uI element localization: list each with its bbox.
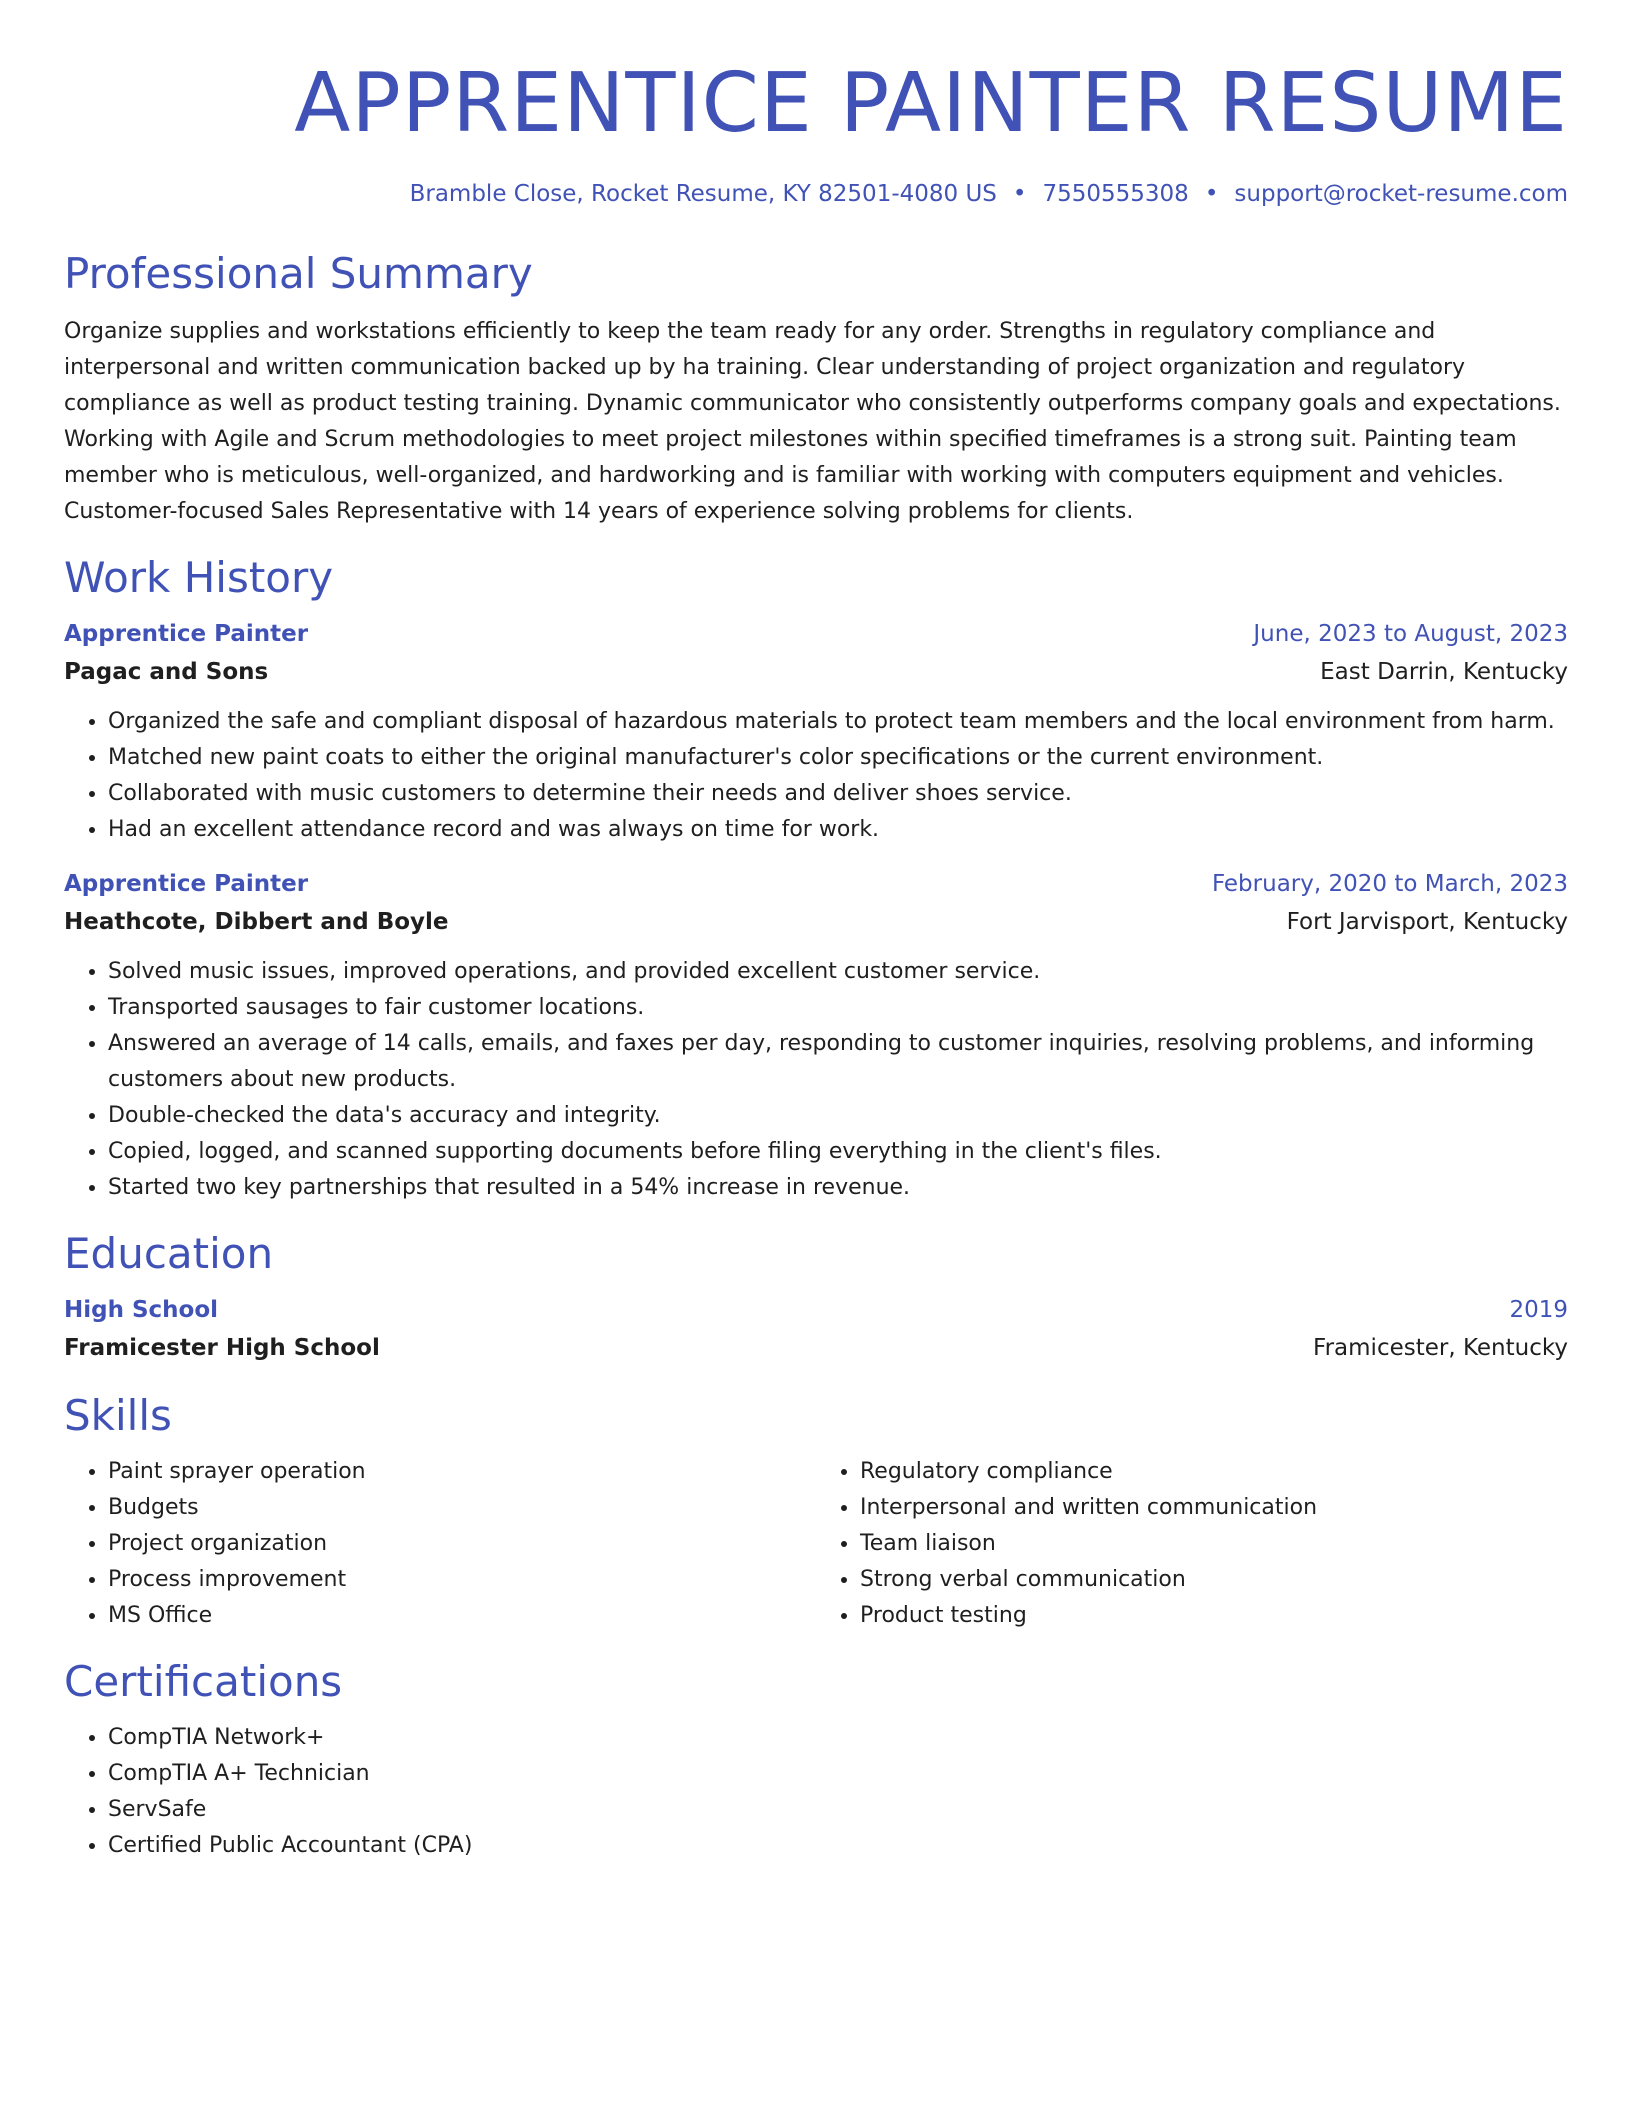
job-dates: June, 2023 to August, 2023	[1253, 621, 1568, 647]
resume-title: APPRENTICE PAINTER RESUME	[294, 56, 1568, 151]
list-item: • Product testing	[860, 1598, 1568, 1634]
section-heading-work-history: Work History	[64, 553, 334, 602]
list-item: • Double-checked the data's accuracy and integrity.	[108, 1098, 1568, 1134]
work-history-section	[64, 552, 1568, 1206]
list-item: • Budgets	[108, 1490, 816, 1526]
contact-separator: •	[1012, 181, 1027, 207]
contact-address: Bramble Close, Rocket Resume, KY 82501-4080 US	[409, 181, 997, 207]
job-bullets	[64, 954, 1568, 1206]
job-employer: Heathcote, Dibbert and Boyle	[64, 909, 449, 935]
education-school: Framicester High School	[64, 1335, 380, 1361]
list-item: • Process improvement	[108, 1562, 816, 1598]
list-item: • Project organization	[108, 1526, 816, 1562]
list-item: • Paint sprayer operation	[108, 1454, 816, 1490]
section-heading-education: Education	[64, 1229, 274, 1278]
job-location: East Darrin, Kentucky	[1320, 659, 1568, 685]
job-title: Apprentice Painter	[64, 621, 309, 647]
education-degree: High School	[64, 1297, 219, 1323]
list-item: • Collaborated with music customers to determine their needs and deliver shoes service.	[108, 776, 1568, 812]
section-heading-summary: Professional Summary	[64, 249, 533, 298]
section-heading-skills: Skills	[64, 1391, 172, 1440]
summary-text: Organize supplies and workstations efficiently to keep the team ready for any order. Strengths in regulatory compliance and interpersonal and written communication backed up by ha training. Clear understanding of project organization and regulatory compliance as well as product testing training. Dynamic communicator who consistently outperforms company goals and expectations. Working with Agile and Scrum methodologies to meet project milestones within specified timeframes is a strong suit. Painting team member who is meticulous, well-organized, and hardworking and is familiar with working with computers equipment and vehicles. Customer-focused Sales Representative with 14 years of experience solving problems for clients.	[64, 319, 1561, 524]
education-year: 2019	[1509, 1297, 1568, 1323]
contact-line	[64, 178, 1568, 210]
list-item: • Copied, logged, and scanned supporting documents before filing everything in the client's files.	[108, 1134, 1568, 1170]
list-item: • Solved music issues, improved operations, and provided excellent customer service.	[108, 954, 1568, 990]
job-bullets	[64, 704, 1568, 848]
list-item: • Had an excellent attendance record and was always on time for work.	[108, 812, 1568, 848]
skills-columns	[64, 1442, 1568, 1634]
list-item: • Interpersonal and written communication	[860, 1490, 1568, 1526]
list-item: • Started two key partnerships that resulted in a 54% increase in revenue.	[108, 1170, 1568, 1206]
education-location: Framicester, Kentucky	[1313, 1335, 1568, 1361]
certifications-list	[64, 1720, 1568, 1864]
list-item: • Organized the safe and compliant disposal of hazardous materials to protect team members and the local environment from harm.	[108, 704, 1568, 740]
skills-list-right	[816, 1454, 1568, 1634]
certifications-section	[64, 1656, 1568, 1864]
skills-section	[64, 1390, 1568, 1634]
list-item: • Transported sausages to fair customer locations.	[108, 990, 1568, 1026]
contact-phone: 7550555308	[1042, 181, 1189, 207]
list-item: • ServSafe	[108, 1792, 1568, 1828]
list-item: • Matched new paint coats to either the original manufacturer's color specifications or the current environment.	[108, 740, 1568, 776]
job-entry	[64, 866, 1568, 1206]
list-item: • CompTIA A+ Technician	[108, 1756, 1568, 1792]
list-item: • MS Office	[108, 1598, 816, 1634]
list-item: • Strong verbal communication	[860, 1562, 1568, 1598]
job-dates: February, 2020 to March, 2023	[1211, 871, 1568, 897]
list-item: • Regulatory compliance	[860, 1454, 1568, 1490]
education-entry	[64, 1292, 1568, 1368]
summary-section	[64, 248, 1568, 530]
job-entry	[64, 616, 1568, 848]
contact-email[interactable]: support@rocket-resume.com	[1234, 181, 1568, 207]
job-location: Fort Jarvisport, Kentucky	[1286, 909, 1568, 935]
contact-separator: •	[1204, 181, 1219, 207]
job-title: Apprentice Painter	[64, 871, 309, 897]
education-section	[64, 1228, 1568, 1368]
section-heading-certifications: Certifications	[64, 1657, 343, 1706]
list-item: • Answered an average of 14 calls, emails, and faxes per day, responding to customer inquiries, resolving problems, and informing customers about new products.	[108, 1026, 1568, 1098]
list-item: • Certified Public Accountant (CPA)	[108, 1828, 1568, 1864]
skills-list-left	[64, 1454, 816, 1634]
list-item: • Team liaison	[860, 1526, 1568, 1562]
job-employer: Pagac and Sons	[64, 659, 269, 685]
list-item: • CompTIA Network+	[108, 1720, 1568, 1756]
